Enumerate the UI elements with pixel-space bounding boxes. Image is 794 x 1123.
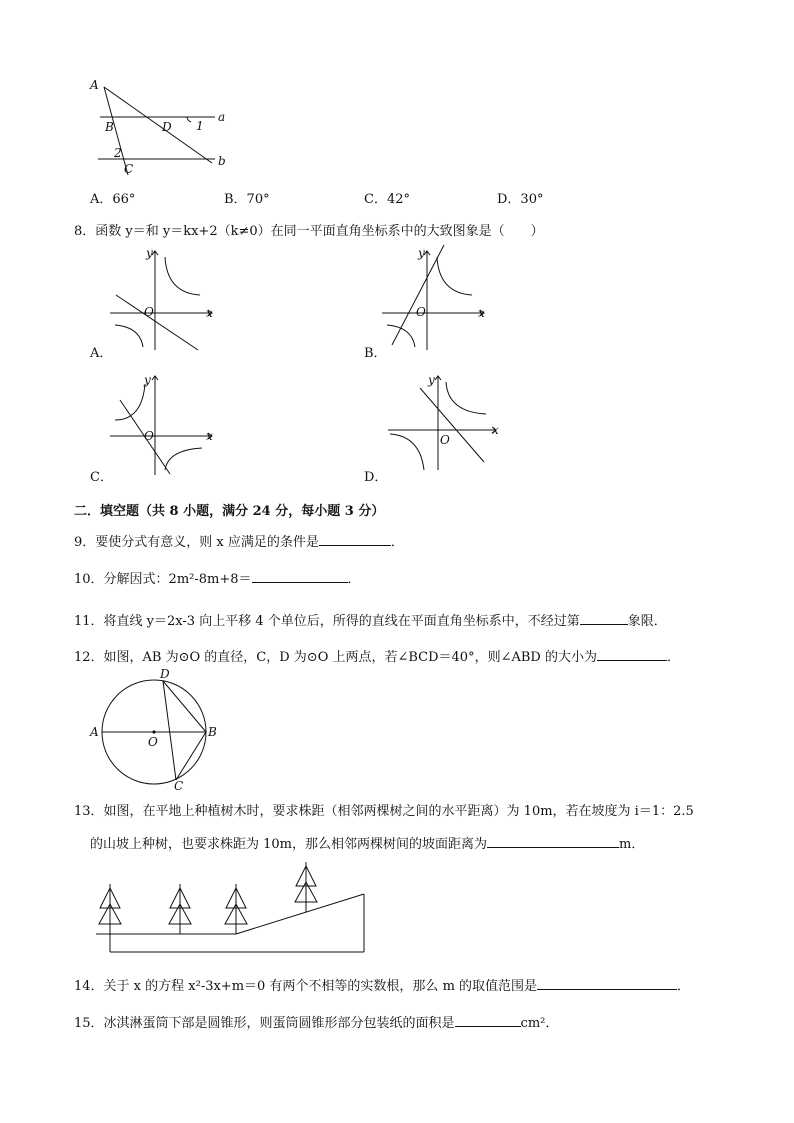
q10-end: ． <box>347 572 361 587</box>
q12-answer-blank[interactable] <box>597 648 667 661</box>
q11 <box>74 610 667 629</box>
q8d-y: y <box>428 373 435 387</box>
q11-answer-blank[interactable] <box>580 612 628 625</box>
q13-line1: 13．如图，在平地上种植树木时，要求株距（相邻两棵树之间的水平距离）为 10m，若在坡度为 i＝1：2.5 <box>74 804 694 819</box>
q8a-o: O <box>144 305 154 319</box>
q14-end: ． <box>677 979 691 994</box>
q7-label-1: 1 <box>196 119 204 133</box>
tree-icon <box>99 884 121 934</box>
q7-option-c: C．42° <box>364 192 410 207</box>
tree-icon <box>169 884 191 934</box>
q8c-o: O <box>144 429 154 443</box>
q13-trees <box>99 862 317 934</box>
q7-option-b: B．70° <box>224 192 270 207</box>
q8c-y: y <box>144 373 151 387</box>
q8a-y: y <box>146 246 153 260</box>
q15 <box>74 1012 558 1031</box>
q7-label-A: A <box>90 78 99 92</box>
q10-text: 10．分解因式：2m²-8m+8＝ <box>74 572 252 587</box>
q10 <box>74 568 361 587</box>
q8b-o: O <box>416 305 426 319</box>
q12-label-C: C <box>174 779 184 793</box>
q7-label-a: a <box>218 110 226 124</box>
q10-answer-blank[interactable] <box>252 570 348 583</box>
q11-end: 象限． <box>627 614 667 629</box>
q8-graph-a <box>110 245 220 350</box>
q8-graph-b <box>382 245 492 350</box>
q8-option-b: B． <box>364 346 387 361</box>
q9-text: 9．要使分式有意义，则 x 应满足的条件是 <box>74 535 319 550</box>
q8-graph-d <box>388 370 503 475</box>
q9-end: ． <box>390 535 404 550</box>
q12-text: 12．如图，AB 为⊙O 的直径，C，D 为⊙O 上两点，若∠BCD＝40°，则∠ABD 的大小为 <box>74 650 597 665</box>
q14-answer-blank[interactable] <box>537 977 677 990</box>
q13-line2: 的山坡上种树，也要求株距为 10m，那么相邻两棵树间的坡面距离为 <box>90 837 488 852</box>
q12-label-O: O <box>148 735 158 749</box>
q8b-x: x <box>478 306 485 320</box>
q8-graph-c <box>110 370 220 475</box>
q7-label-B: B <box>105 120 114 134</box>
q12-end: ． <box>666 650 680 665</box>
q8d-o: O <box>440 433 450 447</box>
section-title: 二．填空题（共 8 小题，满分 24 分，每小题 3 分） <box>74 504 385 519</box>
q7-label-b: b <box>218 154 226 168</box>
q7-label-C: C <box>124 162 134 176</box>
q8c-x: x <box>206 429 213 443</box>
q8a-x: x <box>206 306 213 320</box>
q12-label-B: B <box>208 725 217 739</box>
q9 <box>74 531 404 550</box>
q7-option-d: D．30° <box>497 192 544 207</box>
q8-option-a: A． <box>90 346 113 361</box>
q7-figure <box>80 75 240 185</box>
q14 <box>74 975 690 994</box>
q8-option-c: C． <box>90 470 113 485</box>
q7-label-D: D <box>162 120 172 134</box>
q7-option-a: A．66° <box>90 192 136 207</box>
q13-end: m． <box>619 837 645 852</box>
q15-text: 15．冰淇淋蛋筒下部是圆锥形，则蛋筒圆锥形部分包装纸的面积是 <box>74 1016 455 1031</box>
q14-text: 14．关于 x 的方程 x²-3x+m＝0 有两个不相等的实数根，那么 m 的取值范围是 <box>74 979 538 994</box>
tree-icon <box>295 862 317 912</box>
q8-option-d: D． <box>364 470 388 485</box>
q13-answer-blank[interactable] <box>487 835 619 848</box>
q9-answer-blank[interactable] <box>319 533 391 546</box>
q11-text: 11．将直线 y＝2x-3 向上平移 4 个单位后，所得的直线在平面直角坐标系中，不经过第 <box>74 614 580 629</box>
q8d-x: x <box>492 423 499 437</box>
q12-label-D: D <box>160 667 170 681</box>
q15-answer-blank[interactable] <box>455 1014 521 1027</box>
q13-line2-wrap <box>90 833 644 852</box>
q7-label-2: 2 <box>114 146 122 160</box>
q13-figure <box>92 862 372 957</box>
q15-end: cm²． <box>520 1016 559 1031</box>
q12 <box>74 646 680 665</box>
tree-icon <box>225 884 247 934</box>
q12-figure <box>86 666 226 791</box>
q8-text: 8．函数 y＝和 y＝kx+2（k≠0）在同一平面直角坐标系中的大致图象是（ ） <box>74 224 544 239</box>
q12-label-A: A <box>90 725 99 739</box>
q8b-y: y <box>418 246 425 260</box>
